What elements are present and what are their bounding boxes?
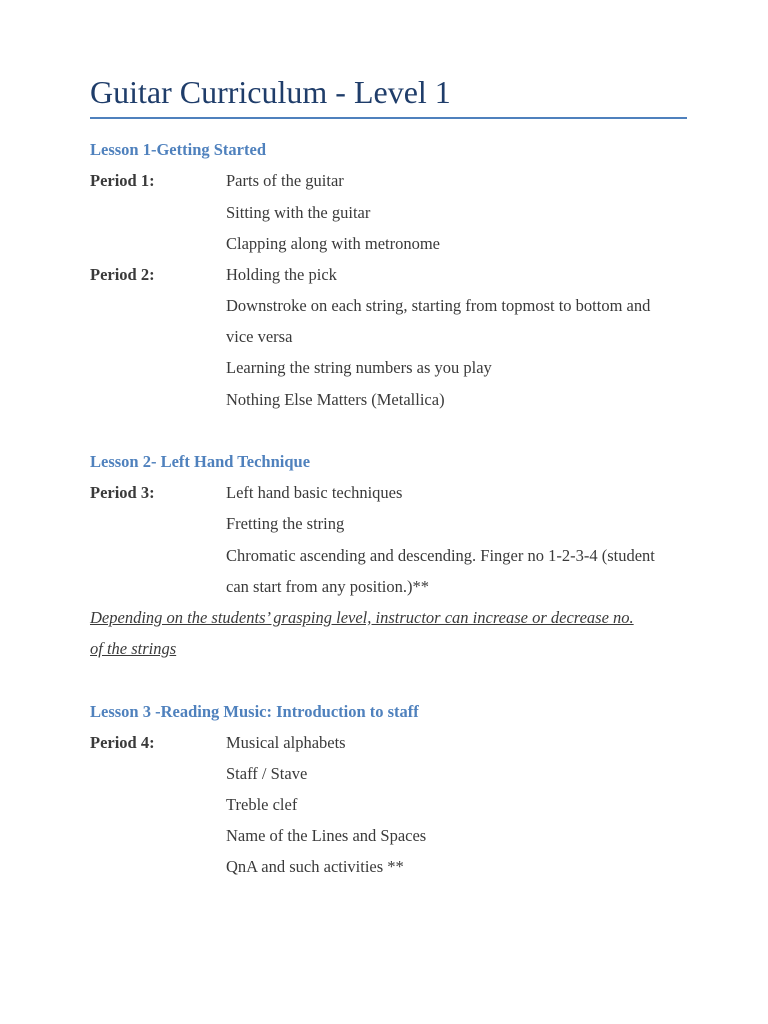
period-2-item: Holding the pick xyxy=(226,265,337,284)
period-1-item: Parts of the guitar xyxy=(226,171,344,190)
lesson-3-heading: Lesson 3 -Reading Music: Introduction to staff xyxy=(90,702,419,721)
period-4-label: Period 4: xyxy=(90,733,155,752)
period-4-item: Musical alphabets xyxy=(226,733,346,752)
period-4-item: Name of the Lines and Spaces xyxy=(226,826,427,845)
period-4-item: QnA and such activities ** xyxy=(226,857,404,876)
period-2-label: Period 2: xyxy=(90,265,155,284)
title-underline xyxy=(90,117,687,119)
period-2-item: vice versa xyxy=(226,327,293,346)
period-1-label: Period 1: xyxy=(90,171,155,190)
period-2-item: Learning the string numbers as you play xyxy=(226,358,492,377)
period-2-item: Nothing Else Matters (Metallica) xyxy=(226,390,445,409)
period-2-item: Downstroke on each string, starting from topmost to bottom and xyxy=(226,296,651,315)
period-3-item: Chromatic ascending and descending. Finger no 1-2-3-4 (student xyxy=(226,546,655,565)
instructor-note-line: of the strings xyxy=(90,639,177,658)
lesson-1-heading: Lesson 1-Getting Started xyxy=(90,140,266,159)
period-4-item: Staff / Stave xyxy=(226,764,308,783)
instructor-note-line: Depending on the students’ grasping level, instructor can increase or decrease no. xyxy=(90,608,634,627)
period-1-item: Sitting with the guitar xyxy=(226,203,371,222)
document-title: Guitar Curriculum - Level 1 xyxy=(90,74,451,110)
period-3-label: Period 3: xyxy=(90,483,155,502)
period-3-item: can start from any position.)** xyxy=(226,577,429,596)
period-3-item: Left hand basic techniques xyxy=(226,483,403,502)
period-1-item: Clapping along with metronome xyxy=(226,234,441,253)
period-3-item: Fretting the string xyxy=(226,514,345,533)
lesson-2-heading: Lesson 2- Left Hand Technique xyxy=(90,452,311,471)
period-4-item: Treble clef xyxy=(226,795,298,814)
